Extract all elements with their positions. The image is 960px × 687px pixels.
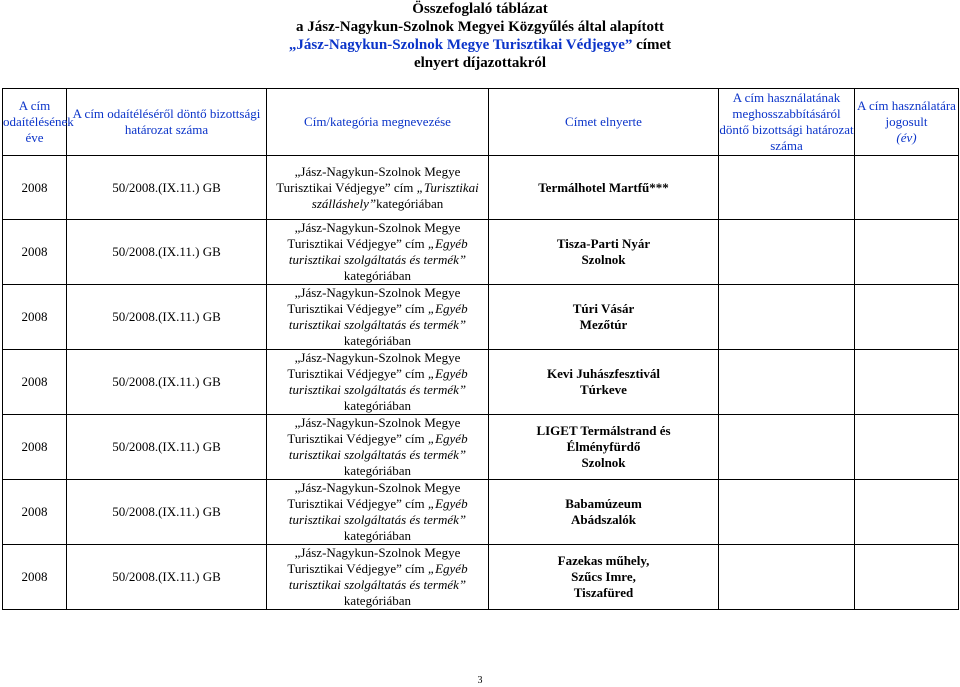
header-winner: Címet elnyerte [489, 89, 719, 156]
winner-cell [489, 415, 719, 480]
winner-cell [489, 220, 719, 285]
valid-cell [855, 156, 959, 220]
title-trademark-name: „Jász-Nagykun-Szolnok Megye Turisztikai Védjegye” [288, 37, 633, 53]
winner-line: Tiszafüred [573, 585, 634, 600]
valid-cell [855, 415, 959, 480]
winner-line: LIGET Termálstrand és [536, 423, 671, 438]
winner-cell [489, 156, 719, 220]
category-type: „Egyéb turisztikai szolgáltatás és termék” [288, 366, 468, 397]
winner-line: Szolnok [581, 252, 626, 267]
header-resolution: A cím odaítéléséről döntő bizottsági határozat száma [67, 89, 267, 156]
winner-line: Abádszalók [570, 512, 637, 527]
winner-line: Kevi Juhászfesztivál [546, 366, 660, 381]
resolution-cell: 50/2008.(IX.11.) GB [67, 480, 267, 545]
resolution-cell: 50/2008.(IX.11.) GB [67, 156, 267, 220]
extension-cell [719, 350, 855, 415]
category-suffix: kategóriában [343, 593, 412, 608]
winner-line: Élményfürdő [566, 439, 641, 454]
category-suffix: kategóriában [343, 268, 412, 283]
category-type: „Egyéb turisztikai szolgáltatás és termék” [288, 496, 468, 527]
winner-line: Szűcs Imre, [571, 569, 636, 584]
resolution-cell: 50/2008.(IX.11.) GB [67, 545, 267, 610]
winner-line: Tisza-Parti Nyár [556, 236, 651, 251]
header-category: Cím/kategória megnevezése [267, 89, 489, 156]
table-row [3, 545, 959, 610]
header-valid-unit: (év) [896, 130, 917, 145]
category-title: „Jász-Nagykun-Szolnok Megye Turisztikai Védjegye” cím [287, 285, 461, 316]
category-type: „Egyéb turisztikai szolgáltatás és termék” [288, 236, 468, 267]
extension-cell [719, 220, 855, 285]
winner-cell [489, 545, 719, 610]
category-cell [267, 285, 489, 350]
extension-cell [719, 285, 855, 350]
title-line-3 [0, 36, 960, 54]
header-valid-label: A cím használatára jogosult [857, 98, 956, 129]
category-title: „Jász-Nagykun-Szolnok Megye Turisztikai Védjegye” cím [287, 480, 461, 511]
valid-cell [855, 285, 959, 350]
category-title: „Jász-Nagykun-Szolnok Megye Turisztikai Védjegye” cím [287, 220, 461, 251]
category-suffix: kategóriában [343, 398, 412, 413]
year-cell: 2008 [3, 415, 67, 480]
year-cell: 2008 [3, 480, 67, 545]
document-title [0, 0, 960, 72]
header-extension: A cím használatának meghosszabbításáról döntő bizottsági határozat száma [719, 89, 855, 156]
category-suffix: kategóriában [376, 195, 444, 211]
winner-cell [489, 350, 719, 415]
table-header-row [3, 89, 959, 156]
extension-cell [719, 545, 855, 610]
extension-cell [719, 415, 855, 480]
winner-line: Túri Vásár [572, 301, 635, 316]
table-row [3, 220, 959, 285]
winner-line: Termálhotel Martfű*** [538, 179, 669, 195]
resolution-cell: 50/2008.(IX.11.) GB [67, 285, 267, 350]
category-suffix: kategóriában [343, 463, 412, 478]
category-title: „Jász-Nagykun-Szolnok Megye Turisztikai Védjegye” cím [287, 415, 461, 446]
category-suffix: kategóriában [343, 528, 412, 543]
winner-line: Szolnok [581, 455, 626, 470]
year-cell: 2008 [3, 545, 67, 610]
valid-cell [855, 350, 959, 415]
category-type: „Egyéb turisztikai szolgáltatás és termék” [288, 431, 468, 462]
winner-line: Túrkeve [580, 382, 627, 397]
winner-line: Babamúzeum [565, 496, 642, 511]
winner-line: Mezőtúr [579, 317, 628, 332]
year-cell: 2008 [3, 156, 67, 220]
category-cell [267, 350, 489, 415]
table-row [3, 480, 959, 545]
winner-line: Fazekas műhely, [557, 553, 650, 568]
resolution-cell: 50/2008.(IX.11.) GB [67, 350, 267, 415]
category-cell [267, 220, 489, 285]
extension-cell [719, 480, 855, 545]
winner-cell [489, 285, 719, 350]
title-line-1: Összefoglaló táblázat [412, 1, 548, 17]
category-type: „Turisztikai szálláshely” [311, 179, 479, 211]
category-cell [267, 415, 489, 480]
year-cell: 2008 [3, 285, 67, 350]
year-cell: 2008 [3, 350, 67, 415]
winner-cell [489, 480, 719, 545]
title-line-3-tail: címet [632, 37, 672, 53]
extension-cell [719, 156, 855, 220]
resolution-cell: 50/2008.(IX.11.) GB [67, 220, 267, 285]
category-cell [267, 480, 489, 545]
category-title: „Jász-Nagykun-Szolnok Megye Turisztikai Védjegye” cím [276, 163, 461, 195]
resolution-cell: 50/2008.(IX.11.) GB [67, 415, 267, 480]
category-title: „Jász-Nagykun-Szolnok Megye Turisztikai Védjegye” cím [287, 350, 461, 381]
valid-cell [855, 480, 959, 545]
header-valid [855, 89, 959, 156]
page-number: 3 [477, 675, 483, 686]
category-cell [267, 156, 489, 220]
category-type: „Egyéb turisztikai szolgáltatás és termék” [288, 561, 468, 592]
category-type: „Egyéb turisztikai szolgáltatás és termék” [288, 301, 468, 332]
category-cell [267, 545, 489, 610]
table-row [3, 156, 959, 220]
table-row [3, 415, 959, 480]
title-line-4: elnyert díjazottakról [413, 55, 547, 71]
year-cell: 2008 [3, 220, 67, 285]
category-suffix: kategóriában [343, 333, 412, 348]
title-line-2: a Jász-Nagykun-Szolnok Megyei Közgyűlés által alapított [296, 19, 664, 35]
valid-cell [855, 545, 959, 610]
awards-table [2, 88, 959, 610]
category-title: „Jász-Nagykun-Szolnok Megye Turisztikai Védjegye” cím [287, 545, 461, 576]
header-year: A cím odaítélésének éve [3, 89, 67, 156]
table-row [3, 350, 959, 415]
table-row [3, 285, 959, 350]
valid-cell [855, 220, 959, 285]
